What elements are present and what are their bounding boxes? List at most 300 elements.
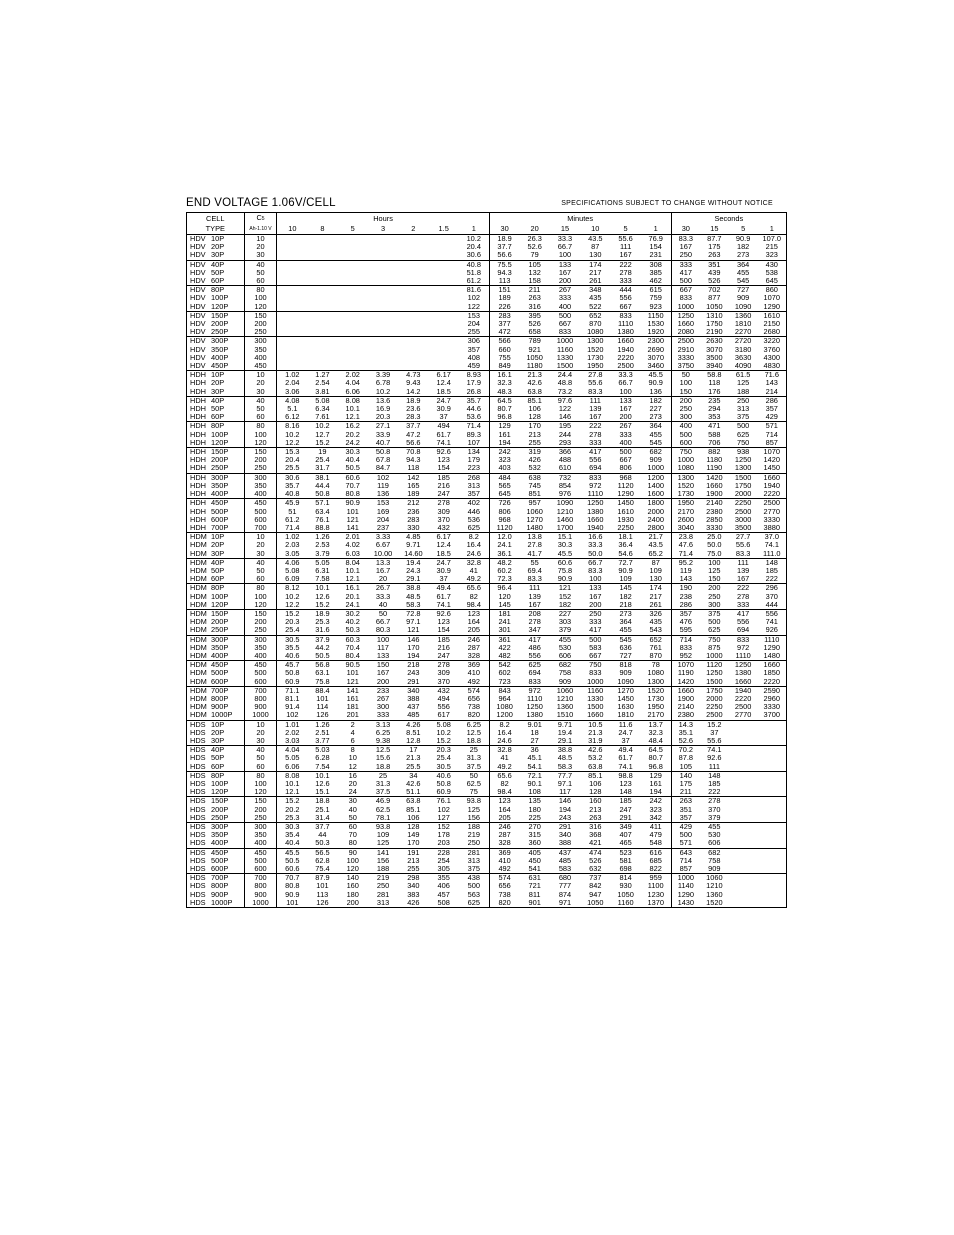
cell-value: 13.6 (375, 396, 391, 405)
cell-value: 49.4 (436, 583, 451, 593)
cell-series: HDM (190, 618, 207, 627)
cell-value: 694 (528, 669, 541, 678)
cell-value: 583 (589, 643, 602, 652)
cell-value: 42.6 (406, 780, 421, 788)
cell-value: 316 (520, 303, 550, 312)
cell-value: 450 (528, 856, 541, 865)
cell-value: 8.12 (285, 583, 300, 593)
cell-value: 146 (550, 413, 580, 422)
cell-value: 1090 (610, 678, 640, 687)
cell-value: 761 (641, 644, 671, 652)
cell-value: 268 (459, 473, 489, 482)
cell-value: 1250 (734, 660, 752, 670)
cell-value: 12.2 (277, 439, 307, 448)
table-row (187, 286, 787, 295)
cell-value: 1750 (706, 320, 723, 329)
cell-series: HDV (190, 328, 206, 337)
cell-value: 73.2 (550, 388, 580, 397)
cell-type (187, 686, 245, 695)
cell-value: 400 (679, 421, 692, 431)
cell-value: 44.2 (315, 643, 330, 652)
cell-value: 18.8 (368, 763, 398, 772)
cell-value: 500 (679, 831, 692, 840)
cell-capacity: 200 (244, 618, 277, 626)
cell-value: 1330 (556, 353, 574, 362)
cell-value: 51.8 (459, 269, 489, 277)
cell-value: 54.6 (610, 550, 640, 559)
cell-series: HDH (190, 447, 207, 457)
cell-value: 1080 (641, 669, 671, 677)
cell-type (187, 473, 245, 482)
cell-value (307, 251, 337, 260)
cell-value: 48.8 (557, 379, 573, 388)
cell-value: 2.54 (315, 379, 330, 388)
cell-value: 874 (558, 890, 572, 899)
cell-value: 211 (671, 788, 700, 797)
cell-value: 50.0 (707, 541, 722, 550)
cell-value: 35.4 (285, 831, 300, 840)
cell-value: 500 (679, 430, 692, 439)
cell-model: 400P (211, 353, 229, 362)
cell-value: 254 (437, 856, 450, 865)
cell-value: 278 (437, 660, 450, 670)
cell-value: 1660 (706, 481, 723, 490)
cell-value: 15.2 (307, 601, 337, 610)
cell-value (277, 303, 307, 312)
cell-value: 291 (398, 678, 428, 687)
cell-value: 90.9 (285, 890, 300, 899)
cell-value: 727 (736, 285, 750, 295)
cell-value: 471 (708, 421, 721, 431)
cell-model: 350P (211, 481, 229, 490)
cell-value: 5.05 (315, 558, 330, 567)
cell-capacity: 60 (244, 413, 277, 422)
cell-value: 141 (346, 686, 359, 695)
cell-value: 85.1 (406, 805, 421, 814)
cell-series: HDH (190, 438, 207, 447)
cell-model: 800P (211, 694, 229, 703)
cell-value: 24.1 (338, 601, 368, 610)
cell-value: 61.7 (436, 430, 451, 439)
cell-value: 154 (641, 243, 671, 251)
cell-value: 1660 (729, 678, 758, 687)
cell-value: 833 (679, 294, 692, 303)
cell-value: 388 (550, 839, 580, 848)
cell-value: 6.28 (315, 754, 330, 763)
cell-value (729, 848, 758, 857)
cell-value: 24.2 (338, 439, 368, 448)
cell-value: 530 (708, 831, 721, 840)
cell-value: 286 (671, 601, 700, 610)
cell-value: 660 (498, 345, 511, 354)
cell-series: HDS (190, 754, 206, 763)
cell-model: 1000P (211, 711, 233, 720)
table-row (187, 797, 787, 806)
cell-type (187, 797, 245, 806)
cell-value: 2500 (677, 336, 695, 346)
table-row (187, 311, 787, 320)
cell-type (187, 311, 245, 320)
cell-value: 8.16 (285, 421, 300, 431)
cell-value: 1290 (610, 490, 640, 499)
cell-value: 65.6 (497, 771, 512, 780)
cell-value: 76.1 (315, 515, 330, 524)
cell-capacity: 50 (244, 269, 277, 277)
cell-series: HDS (190, 805, 206, 814)
cell-value: 47.2 (406, 430, 421, 439)
cell-value: 12.6 (315, 780, 330, 788)
table-row (187, 490, 787, 499)
cell-value: 185 (765, 566, 778, 575)
cell-value: 2500 (734, 703, 752, 712)
cell-model: 700P (211, 686, 229, 695)
cell-value: 750 (679, 447, 692, 457)
cell-value: 309 (437, 669, 450, 678)
cell-value: 923 (641, 303, 671, 312)
cell-value: 164 (498, 805, 511, 814)
cell-value: 55.6 (735, 541, 751, 550)
cell-capacity: 50 (244, 405, 277, 413)
cell-value: 1660 (763, 660, 780, 670)
cell-value: 26.7 (375, 583, 391, 593)
cell-model: 450P (211, 660, 229, 670)
cell-model: 40P (211, 260, 225, 269)
cell-capacity: 30 (244, 388, 277, 397)
cell-value: 29.1 (398, 575, 428, 584)
cell-value: 1140 (677, 882, 694, 891)
cell-value: 3.03 (277, 737, 307, 746)
cell-value: 25.5 (277, 464, 307, 473)
cell-value: 723 (489, 678, 519, 687)
cell-value (368, 303, 398, 312)
cell-value: 60.6 (277, 865, 307, 874)
cell-value: 74.1 (707, 745, 722, 755)
cell-value: 40.8 (459, 260, 489, 269)
cell-value: 123 (619, 780, 632, 788)
cell-value: 32.3 (497, 379, 512, 388)
cell-value: 25.3 (277, 814, 307, 823)
cell-value: 851 (520, 490, 550, 499)
cell-model: 10P (211, 234, 225, 243)
cell-value: 60.9 (277, 678, 307, 687)
cell-value: 80.8 (338, 490, 368, 499)
cell-series: HDV (190, 251, 206, 260)
cell-value: 227 (558, 609, 572, 618)
cell-value: 3.05 (277, 550, 307, 559)
cell-value: 2720 (734, 336, 752, 346)
cell-value: 1660 (580, 711, 610, 720)
cell-model: 120P (211, 600, 229, 609)
cell-value: 13.3 (375, 558, 391, 567)
cell-value: 175 (708, 243, 721, 252)
cell-value: 2190 (700, 328, 729, 337)
cell-type (187, 609, 245, 618)
cell-value: 121 (338, 678, 368, 687)
cell-value: 278 (589, 430, 602, 439)
cell-value: 305 (429, 865, 459, 874)
cell-value: 319 (528, 447, 541, 457)
cell-value: 88.8 (307, 524, 337, 533)
cell-capacity: 100 (244, 593, 277, 601)
cell-value: 106 (589, 780, 602, 788)
cell-type (187, 584, 245, 593)
cell-value: 3070 (641, 354, 671, 362)
table-row (187, 346, 787, 354)
cell-value: 1000 (556, 336, 574, 346)
cell-value: 631 (528, 873, 541, 883)
cell-capacity: 100 (244, 294, 277, 302)
cell-value (368, 251, 398, 260)
cell-value: 90.9 (345, 498, 360, 508)
cell-value: 777 (558, 882, 572, 891)
cell-value (729, 899, 758, 908)
cell-value: 25.4 (436, 754, 451, 763)
cell-model: 250P (211, 813, 229, 822)
cell-value: 4.02 (345, 541, 360, 550)
cell-value: 278 (708, 796, 721, 806)
cell-capacity: 40 (244, 260, 277, 269)
cell-capacity: 60 (244, 277, 277, 286)
cell-value: 811 (528, 890, 541, 899)
cell-series: HDM (190, 669, 207, 678)
cell-value: 1660 (587, 515, 604, 524)
cell-value: 96.4 (497, 583, 512, 593)
table-row (187, 337, 787, 346)
cell-value (729, 754, 758, 762)
cell-value: 231 (641, 251, 671, 260)
cell-value: 134 (459, 448, 489, 457)
cell-value: 30.6 (459, 251, 489, 260)
cell-series: HDH (190, 490, 207, 499)
cell-type (187, 243, 245, 251)
cell-value: 45.1 (527, 754, 542, 763)
cell-value: 15.1 (307, 788, 337, 797)
cell-value: 1080 (580, 328, 610, 337)
cell-value: 98.4 (459, 601, 489, 610)
cell-series: HDH (190, 405, 207, 414)
cell-series: HDS (190, 762, 206, 771)
cell-value (277, 328, 307, 337)
cell-value: 87 (641, 558, 671, 567)
cell-value: 1120 (706, 660, 723, 670)
cell-value: 444 (619, 285, 632, 295)
table-row (187, 328, 787, 337)
cell-value: 9.38 (368, 737, 398, 746)
cell-value: 100 (708, 558, 721, 567)
cell-value: 18.8 (459, 737, 489, 746)
cell-value: 417 (736, 609, 750, 618)
cell-series: HDM (190, 651, 207, 660)
cell-value: 53.2 (588, 754, 603, 763)
cell-value: 57.1 (315, 498, 330, 508)
cell-value: 2500 (763, 498, 780, 508)
cell-value: 70.2 (678, 745, 693, 755)
cell-value: 714 (679, 635, 692, 644)
cell-value: 860 (765, 285, 778, 295)
cell-type (187, 431, 245, 439)
cell-value: 2590 (763, 686, 780, 695)
cell-value: 12.4 (436, 541, 451, 550)
cell-value: 1660 (677, 686, 695, 695)
cell-value: 113 (489, 277, 519, 286)
cell-value: 882 (708, 447, 721, 457)
cell-capacity: 120 (244, 601, 277, 610)
cell-value: 167 (580, 413, 610, 422)
cell-value: 508 (429, 899, 459, 908)
cell-value: 55.6 (618, 234, 633, 243)
cell-series: HDV (190, 302, 206, 311)
cell-value (368, 260, 398, 269)
cell-value: 32.8 (459, 558, 489, 567)
cell-value: 2500 (610, 362, 640, 371)
cell-value: 91.4 (285, 703, 300, 712)
cell-value: 16.1 (497, 370, 512, 380)
cell-value: 556 (520, 652, 550, 661)
cell-value: 19.4 (557, 728, 573, 737)
cell-value: 833 (589, 669, 602, 678)
cell-value: 61.2 (285, 515, 300, 524)
cell-value: 24 (338, 788, 368, 797)
cell-value: 174 (589, 260, 602, 269)
cell-value: 439 (708, 268, 721, 277)
cell-value: 18.5 (429, 388, 459, 397)
cell-type (187, 533, 245, 542)
spec-notice: SPECIFICATIONS SUBJECT TO CHANGE WITHOUT NOTICE (561, 200, 773, 207)
cell-value: 5.08 (285, 566, 300, 575)
cell-value: 98.8 (618, 771, 633, 780)
cell-value: 583 (550, 865, 580, 874)
cell-value: 50 (338, 814, 368, 823)
table-row (187, 703, 787, 711)
cell-series: HDS (190, 780, 206, 788)
cell-value: 926 (758, 626, 787, 635)
cell-value: 170 (407, 643, 420, 652)
cell-value: 402 (459, 499, 489, 508)
hours-col-label: 1 (459, 224, 489, 235)
cell-capacity: 800 (244, 882, 277, 890)
cell-value: 31.9 (580, 737, 610, 746)
cell-value: 1000 (700, 652, 729, 661)
cell-value: 14.3 (678, 720, 693, 729)
cell-value: 97.1 (557, 780, 573, 788)
cell-value: 244 (558, 430, 572, 439)
cell-value: 194 (489, 439, 519, 448)
cell-value: 12.6 (315, 592, 330, 601)
cell-type (187, 635, 245, 644)
cell-value: 1510 (550, 711, 580, 720)
cell-value: 20.2 (285, 805, 300, 814)
cell-capacity: 10 (244, 533, 277, 542)
cell-value: 161 (346, 694, 359, 703)
cell-value (429, 251, 459, 260)
cell-value (398, 269, 428, 277)
cell-value: 150 (671, 388, 700, 397)
cell-value: 595 (671, 626, 700, 635)
cell-value: 218 (407, 660, 420, 670)
cell-value: 21.3 (406, 754, 421, 763)
cell-value (729, 788, 758, 797)
cell-value: 146 (558, 796, 572, 806)
cell-value: 2910 (677, 345, 695, 354)
cell-type (187, 405, 245, 413)
cell-value: 45.5 (285, 848, 300, 857)
cell-value: 410 (498, 856, 511, 865)
cell-value: 375 (729, 413, 758, 422)
cell-value: 38.8 (406, 583, 421, 593)
cell-series: HDM (190, 686, 207, 695)
cell-value: 680 (558, 873, 572, 883)
cell-value: 20.3 (368, 413, 398, 422)
cell-value: 194 (398, 652, 428, 661)
cell-value: 25.1 (315, 805, 330, 814)
cell-value: 27 (520, 737, 550, 746)
cell-value (729, 857, 758, 865)
cell-value: 12.5 (459, 729, 489, 737)
cell-value: 71.4 (277, 524, 307, 533)
cell-value: 656 (498, 882, 511, 891)
cell-value (307, 311, 337, 320)
cell-value: 360 (520, 839, 550, 848)
cell-type (187, 464, 245, 473)
cell-value: 25.4 (315, 456, 330, 465)
cell-value: 1940 (580, 524, 610, 533)
cell-value: 3040 (671, 524, 700, 533)
cell-type (187, 303, 245, 312)
cell-value: 219 (376, 873, 390, 883)
cell-capacity: 250 (244, 464, 277, 473)
cell-value: 14.2 (398, 388, 428, 397)
cell-value: 494 (437, 694, 450, 703)
cell-value: 3330 (763, 703, 780, 712)
cell-series: HDS (190, 856, 206, 865)
cell-value: 30.3 (345, 447, 360, 457)
cell-value: 3.06 (277, 388, 307, 397)
cell-value: 3.13 (375, 720, 391, 729)
cell-value: 340 (407, 882, 420, 891)
cell-value: 40.6 (436, 771, 451, 780)
cell-value (277, 311, 307, 320)
cell-type (187, 763, 245, 772)
cell-value: 1450 (758, 464, 787, 473)
cell-value (368, 277, 398, 286)
table-row (187, 303, 787, 312)
cell-value: 40.6 (277, 652, 307, 661)
cell-value: 31.7 (307, 464, 337, 473)
cell-value: 300 (376, 703, 390, 712)
table-row (187, 320, 787, 328)
cell-value: 588 (708, 430, 721, 439)
cell-series: HDM (190, 566, 207, 575)
cell-value: 87.7 (707, 234, 722, 243)
cell-value: 286 (765, 396, 778, 405)
cell-value (338, 354, 368, 362)
cell-value: 200 (708, 583, 721, 593)
cell-value: 203 (429, 839, 459, 848)
cell-value: 75.4 (307, 865, 337, 874)
table-row (187, 508, 787, 516)
cell-value: 82 (459, 593, 489, 601)
hours-col-label: 10 (277, 224, 307, 235)
cell-value: 60.2 (497, 566, 512, 575)
cell-value: 523 (619, 848, 632, 857)
cell-value: 726 (498, 498, 511, 508)
cell-capacity: 500 (244, 508, 277, 516)
cell-model: 60P (211, 277, 225, 286)
cell-value: 74.1 (764, 541, 779, 550)
cell-value: 58.8 (707, 370, 722, 380)
cell-value: 1300 (641, 678, 671, 687)
cell-value: 16.7 (375, 566, 391, 575)
